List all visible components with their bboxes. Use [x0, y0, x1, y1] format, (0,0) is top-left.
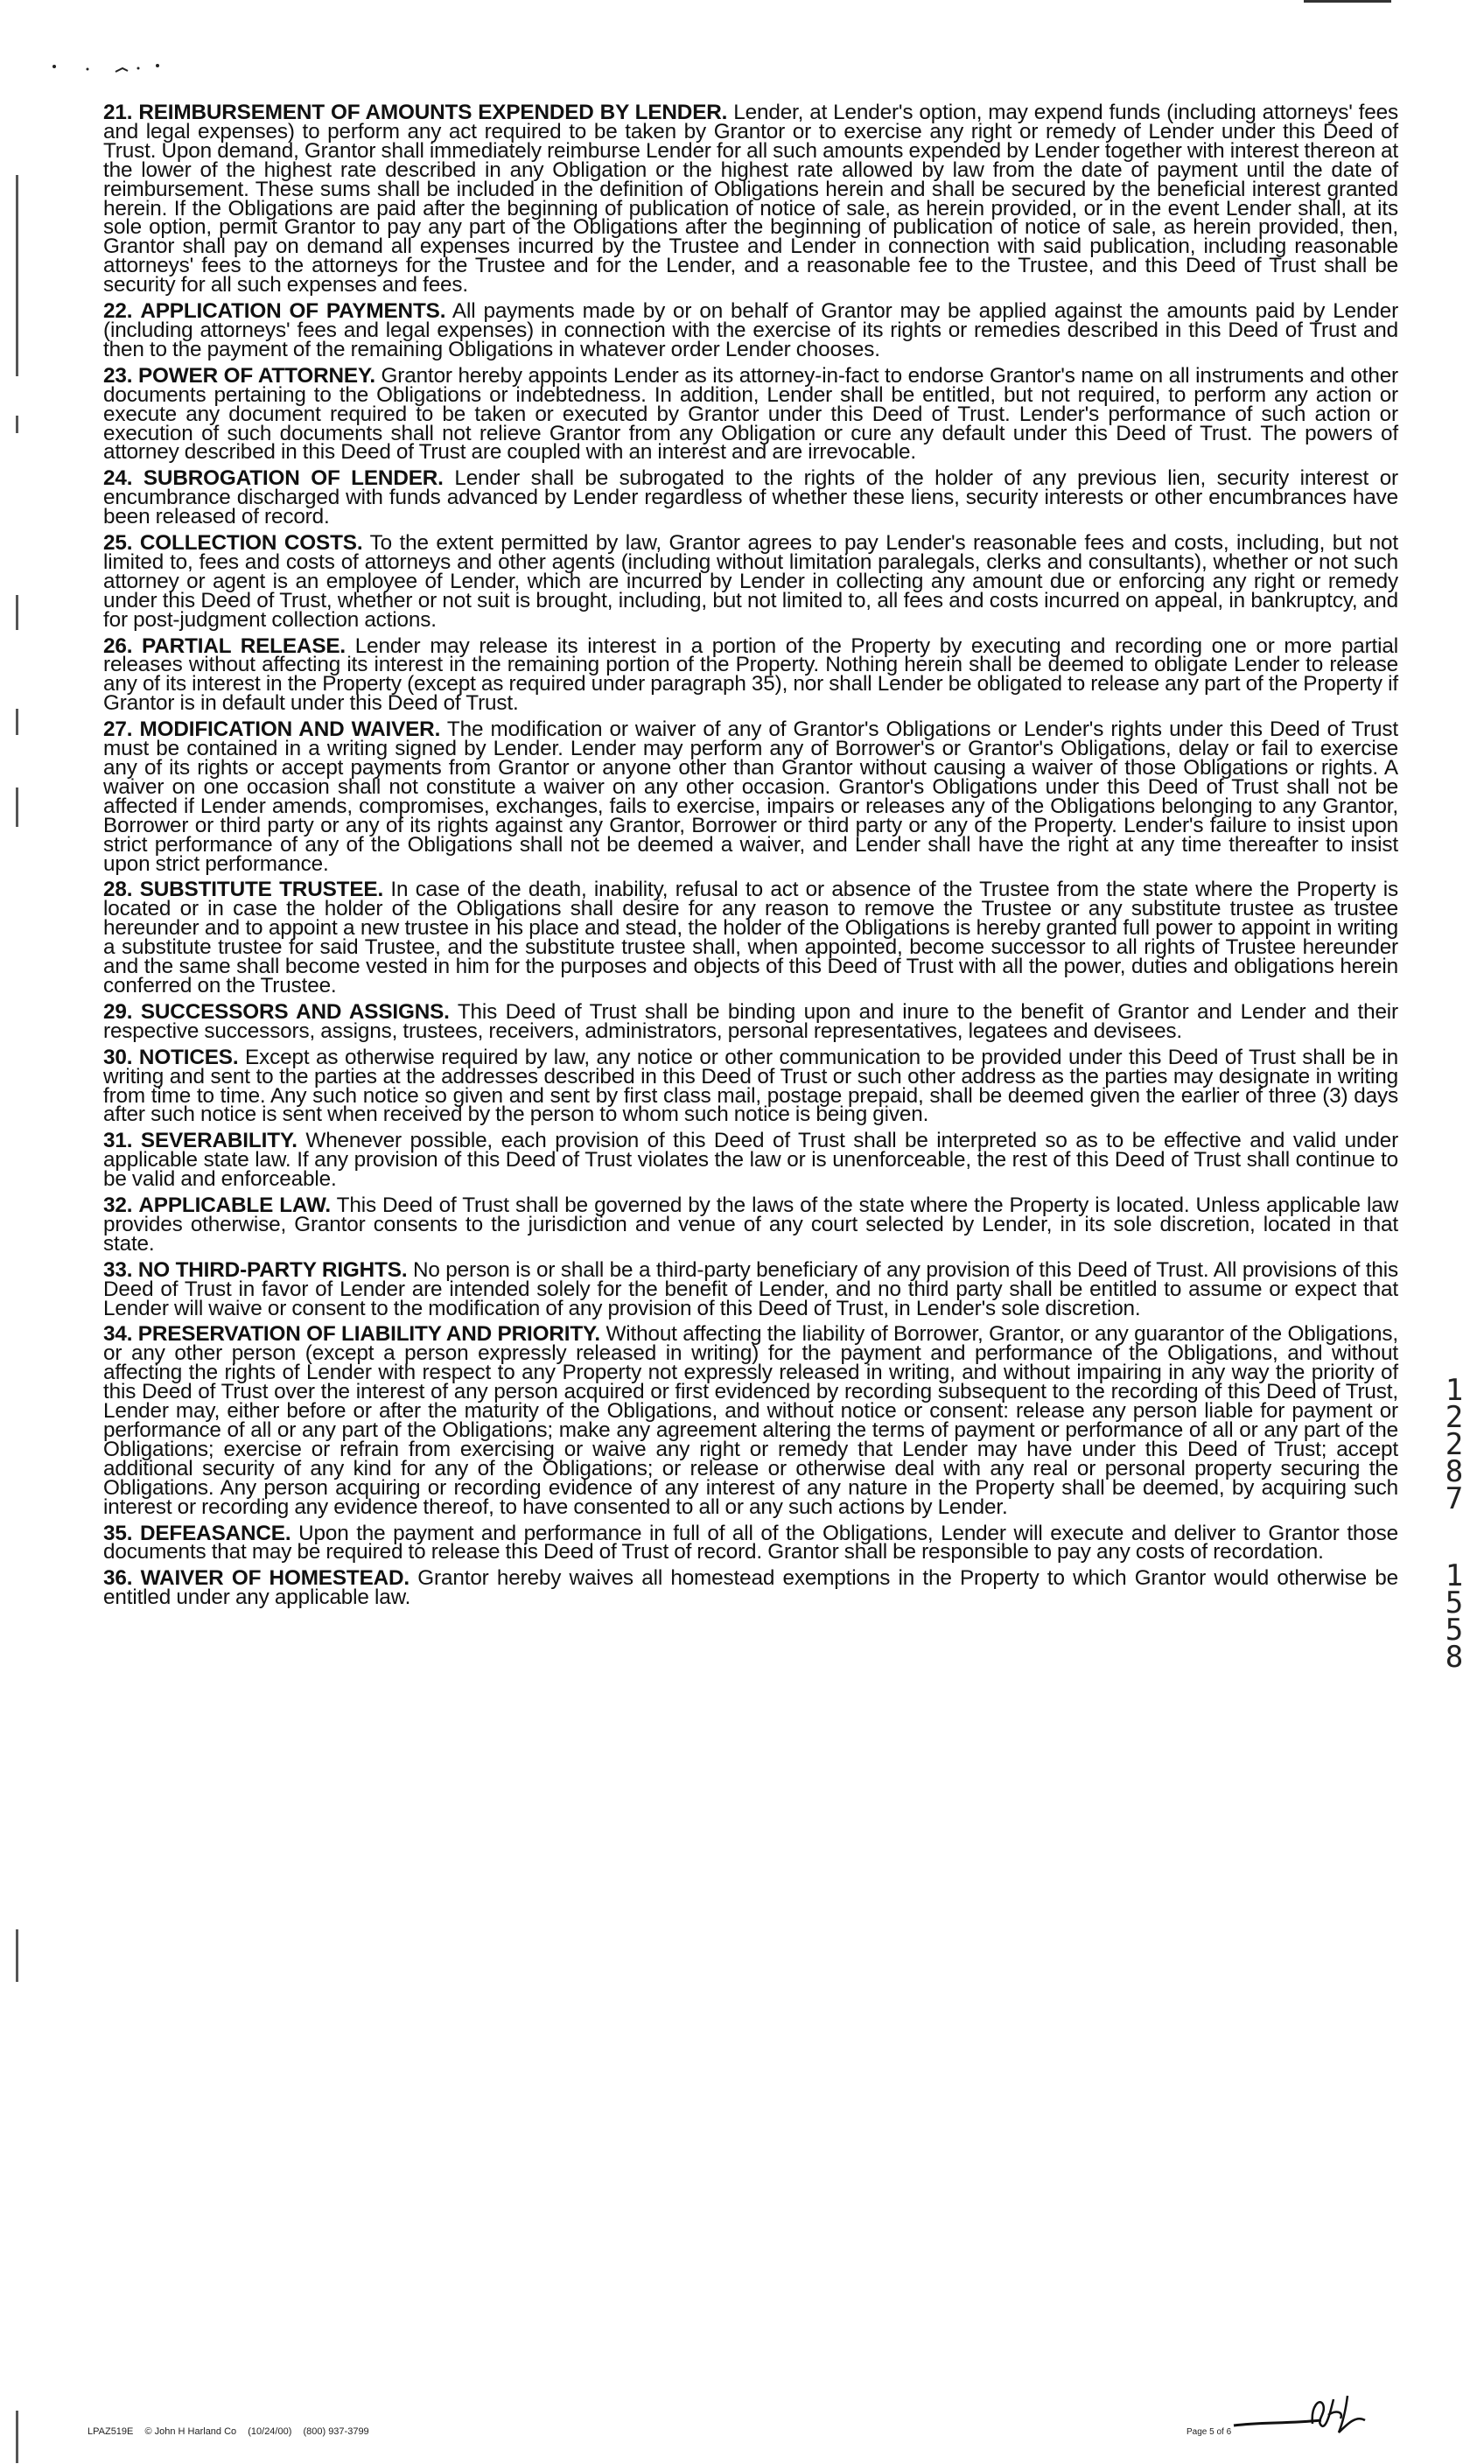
- recording-digit: 1: [1445, 1558, 1464, 1593]
- margin-bar: [16, 709, 18, 735]
- paragraph-30: [103, 1045, 1398, 1127]
- paragraph-heading: APPLICABLE LAW.: [138, 1194, 332, 1218]
- scan-artifact-marks: [52, 58, 298, 75]
- phone-number: (800) 937-3799: [303, 2426, 369, 2437]
- paragraph-heading: POWER OF ATTORNEY.: [137, 363, 375, 388]
- paragraph-27: [103, 718, 1398, 876]
- recording-digit: 8: [1445, 1640, 1464, 1675]
- form-footer: [88, 2426, 378, 2437]
- initials-signature: [1225, 2389, 1374, 2441]
- paragraph-heading: NO THIRD-PARTY RIGHTS.: [137, 1257, 408, 1282]
- paragraph-body: The modification or waiver of any of Grantor's Obligations or Lender's rights under this Deed of Trust must be contained in a writing signed by Lender. Lender may perform any of Borrower's or Grantor's Obligations, delay or fail to exercise any of its rights or accept payments from Grantor or anyone other than Grantor without causing a waiver of those Obligations or rights. A waiver on one occasion shall not constitute a waiver on any other occasion. Grantor's Obligations under this Deed of Trust shall not be affected if Lender amends, compromises, exchanges, fails to exercise, impairs or releases any of the Obligations belonging to any Grantor, Borrower or third party or any of its rights against any Grantor, Borrower or third party or any of the Property. Lender's failure to insist upon strict performance of any of the Obligations shall not be deemed a waiver, and Lender shall have the right at any time thereafter to insist upon strict performance.: [103, 718, 1398, 876]
- paragraph-number: 22.: [103, 299, 133, 324]
- paragraph-number: 26.: [103, 634, 133, 658]
- paragraph-number: 29.: [103, 999, 133, 1024]
- recording-number-bottom: [1437, 1558, 1472, 1675]
- paragraph-28: [103, 878, 1398, 998]
- recording-number-top: [1437, 1373, 1472, 1516]
- paragraph-36: [103, 1566, 1398, 1610]
- paragraph-body: In case of the death, inability, refusal to act or absence of the Trustee from the state where the Property is located or in case the holder of the Obligations shall desire for any reason to remove the Trustee or any substitute trustee as trustee hereunder and to appoint a new trustee in his place and stead, the holder of the Obligations is hereby granted full power to appoint in writing a substitute trustee for said Trustee, and the substitute trustee shall, when appointed, become successor to all rights of Trustee hereunder and the same shall become vested in him for the purposes and objects of this Deed of Trust with all the power, duties and obligations herein conferred on the Trustee.: [103, 878, 1398, 998]
- paragraph-body: Grantor hereby waives all homestead exemptions in the Property to which Grantor would otherwise be entitled under any applicable law.: [103, 1566, 1398, 1610]
- margin-bar: [16, 175, 18, 376]
- paragraph-number: 27.: [103, 718, 133, 742]
- paragraph-heading: SUBROGATION OF LENDER.: [143, 466, 444, 491]
- paragraph-body: Upon the payment and performance in full of all of the Obligations, Lender will execute and deliver to Grantor those documents that may be required to release this Deed of Trust of record. Grantor shall be responsible to pay any costs of recordation.: [103, 1521, 1399, 1564]
- margin-bar: [16, 788, 18, 827]
- paragraph-34: [103, 1322, 1398, 1519]
- paragraph-heading: NOTICES.: [138, 1045, 239, 1069]
- paragraph-number: 28.: [103, 878, 133, 902]
- paragraph-number: 36.: [103, 1566, 133, 1591]
- recording-digit: 5: [1445, 1613, 1464, 1648]
- paragraph-heading: REIMBURSEMENT OF AMOUNTS EXPENDED BY LENDER.: [138, 101, 728, 124]
- paragraph-number: 31.: [103, 1129, 133, 1153]
- paragraph-33: [103, 1257, 1399, 1320]
- paragraph-body: Grantor hereby appoints Lender as its attorney-in-fact to endorse Grantor's name on all instruments and other documents pertaining to the Obligations or indebtedness. In addition, Lender shall be entitled, but not required, to perform any action or execute any document required to be taken or executed by Grantor under this Deed of Trust. Lender's performance of such action or execution of such documents shall not relieve Grantor from any Obligation or cure any default under this Deed of Trust. The powers of attorney described in this Deed of Trust are coupled with an interest and are irrevocable.: [103, 363, 1399, 465]
- form-date: (10/24/00): [248, 2426, 292, 2437]
- paragraph-number: 30.: [103, 1045, 133, 1069]
- page-number: Page 5 of 6: [1186, 2427, 1232, 2437]
- paragraph-26: [103, 634, 1398, 716]
- recording-digit: 7: [1445, 1481, 1464, 1516]
- paragraph-body: To the extent permitted by law, Grantor agrees to pay Lender's reasonable fees and costs, including, but not limited to, fees and costs of attorneys and other agents (including without limitation paralegals, clerks and consultants), whether or not such attorney or agent is an employee of Lender, which are incurred by Lender in collecting any amount due or enforcing any right or remedy under this Deed of Trust, whether or not suit is brought, including, but not limited to, all fees and costs incurred on appeal, in bankruptcy, and for post-judgment collection actions.: [103, 531, 1398, 632]
- paragraph-25: [103, 531, 1398, 632]
- paragraph-23: [103, 363, 1399, 465]
- paragraph-24: [103, 466, 1398, 529]
- paragraph-heading: SUCCESSORS AND ASSIGNS.: [140, 999, 450, 1024]
- paragraph-body: Whenever possible, each provision of this Deed of Trust shall be interpreted so as to be effective and valid under applicable state law. If any provision of this Deed of Trust violates the law or is unenforceable, the rest of this Deed of Trust shall continue to be valid and enforceable.: [103, 1129, 1399, 1192]
- paragraph-heading: COLLECTION COSTS.: [139, 531, 363, 556]
- paragraph-number: 24.: [103, 466, 133, 491]
- paragraph-number: 21.: [103, 101, 133, 124]
- paragraph-body: This Deed of Trust shall be governed by the laws of the state where the Property is located. Unless applicable law provides otherwise, Grantor consents to the jurisdiction and venue of any court selected by Lender, in its sole discretion, located in that state.: [103, 1194, 1398, 1256]
- recording-digit: 8: [1445, 1454, 1464, 1489]
- paragraph-body: This Deed of Trust shall be binding upon and inure to the benefit of Grantor and Lender and their respective successors, assigns, trustees, receivers, administrators, personal representatives, legatees and devisees.: [103, 999, 1399, 1043]
- paragraph-number: 34.: [103, 1322, 133, 1347]
- margin-bar: [16, 2411, 18, 2463]
- recording-digit: 1: [1445, 1373, 1464, 1408]
- paragraph-body: Lender may release its interest in a portion of the Property by executing and recording one or more partial releases without affecting its interest in the remaining portion of the Property. Nothing herein shall be deemed to obligate Lender to release any of its interest in the Property (except as required under paragraph 35), nor shall Lender be obligated to release any part of the Property if Grantor is in default under this Deed of Trust.: [103, 634, 1398, 716]
- paragraph-body: Lender shall be subrogated to the rights of the holder of any previous lien, security interest or encumbrance discharged with funds advanced by Lender regardless of whether these liens, security interests or other encumbrances have been released of record.: [103, 466, 1398, 529]
- deed-of-trust-page: [103, 103, 1398, 1614]
- margin-bar: [16, 1929, 18, 1982]
- paragraph-number: 32.: [103, 1194, 133, 1218]
- recording-digit: 2: [1445, 1427, 1464, 1462]
- form-code: LPAZ519E: [88, 2426, 134, 2437]
- margin-bar: [16, 595, 18, 630]
- paragraph-heading: APPLICATION OF PAYMENTS.: [140, 299, 446, 324]
- recording-digit: 2: [1445, 1400, 1464, 1435]
- paragraph-heading: SEVERABILITY.: [140, 1129, 298, 1153]
- paragraph-21: [103, 101, 1398, 298]
- copyright-notice: © John H Harland Co: [144, 2426, 237, 2437]
- paragraph-35: [103, 1521, 1399, 1564]
- paragraph-body: Except as otherwise required by law, any notice or other communication to be provided under this Deed of Trust shall be in writing and sent to the parties at the addresses described in this Deed of Trust or such other address as the parties may designate in writing from time to time. Any such notice so given and sent by first class mail, postage prepaid, shall be deemed given the earlier of three (3) days after such notice is sent when received by the person to whom such notice is being given.: [103, 1045, 1398, 1127]
- paragraph-body: Without affecting the liability of Borrower, Grantor, or any guarantor of the Obligations, or any other person (except a person expressly released in writing) for the payment and performance of the Obligations, and without affecting the rights of Lender with respect to any Property not expressly released in writing, and without impairing in any way the priority of this Deed of Trust over the interest of any person acquired or first evidenced by recording subsequent to the recording of this Deed of Trust, Lender may, either before or after the maturity of the Obligations, and without notice or consent: release any person liable for payment or performance of all or any part of the Obligations; make any agreement altering the terms of payment or performance of all or any part of the Obligations; exercise or refrain from exercising or waive any right or remedy that Lender may have under this Deed of Trust; accept additional security of any kind for any of the Obligations; or release or otherwise deal with any real or personal property securing the Obligations. Any person acquiring or recording evidence of any interest of any nature in the Property shall be deemed, by acquiring such interest or recording any evidence thereof, to have consented to all or any such actions by Lender.: [103, 1322, 1398, 1519]
- paragraph-heading: MODIFICATION AND WAIVER.: [139, 718, 441, 742]
- paragraph-29: [103, 999, 1399, 1043]
- paragraph-number: 33.: [103, 1257, 133, 1282]
- paragraph-heading: PARTIAL RELEASE.: [142, 634, 346, 658]
- paragraph-22: [103, 299, 1399, 361]
- paragraph-31: [103, 1129, 1399, 1192]
- paragraph-number: 25.: [103, 531, 133, 556]
- paragraph-heading: SUBSTITUTE TRUSTEE.: [139, 878, 384, 902]
- recording-digit: 5: [1445, 1586, 1464, 1620]
- paragraph-body: No person is or shall be a third-party beneficiary of any provision of this Deed of Trust. All provisions of this Deed of Trust in favor of Lender are intended solely for the benefit of Lender, and no third party shall be entitled to assume or expect that Lender will waive or consent to the modification of any provision of this Deed of Trust, in Lender's sole discretion.: [103, 1257, 1399, 1320]
- paragraph-heading: DEFEASANCE.: [139, 1521, 291, 1545]
- paragraph-number: 23.: [103, 363, 133, 388]
- paragraph-32: [103, 1196, 1398, 1254]
- paragraph-heading: PRESERVATION OF LIABILITY AND PRIORITY.: [137, 1322, 600, 1347]
- paragraph-number: 35.: [103, 1521, 133, 1545]
- margin-bar: [16, 416, 18, 433]
- top-rule: [1304, 0, 1391, 3]
- paragraph-body: All payments made by or on behalf of Grantor may be applied against the amounts paid by Lender (including attorneys' fees and legal expenses) in connection with the exercise of its rights or remedies described in this Deed of Trust and then to the payment of the remaining Obligations in whatever order Lender chooses.: [103, 299, 1399, 361]
- paragraph-heading: WAIVER OF HOMESTEAD.: [140, 1566, 410, 1591]
- paragraph-body: Lender, at Lender's option, may expend funds (including attorneys' fees and legal expenses) to perform any act required to be taken by Grantor or to exercise any right or remedy of Lender under this Deed of Trust. Upon demand, Grantor shall immediately reimburse Lender for all such amounts expended by Lender together with interest thereon at the lower of the highest rate described in any Obligation or the highest rate allowed by law from the date of payment until the date of reimbursement. These sums shall be included in the definition of Obligations herein and shall be secured by the beneficial interest granted herein. If the Obligations are paid after the beginning of publication of notice of sale, as herein provided, or in the event Lender shall, at its sole option, permit Grantor to pay any part of the Obligations after the beginning of publication of notice of sale, as herein provided, then, Grantor shall pay on demand all expenses incurred by the Trustee and Lender in connection with said publication, including reasonable attorneys' fees to the attorneys for the Trustee and for the Lender, and a reasonable fee to the Trustee, and this Deed of Trust shall be security for all such expenses and fees.: [103, 101, 1398, 298]
